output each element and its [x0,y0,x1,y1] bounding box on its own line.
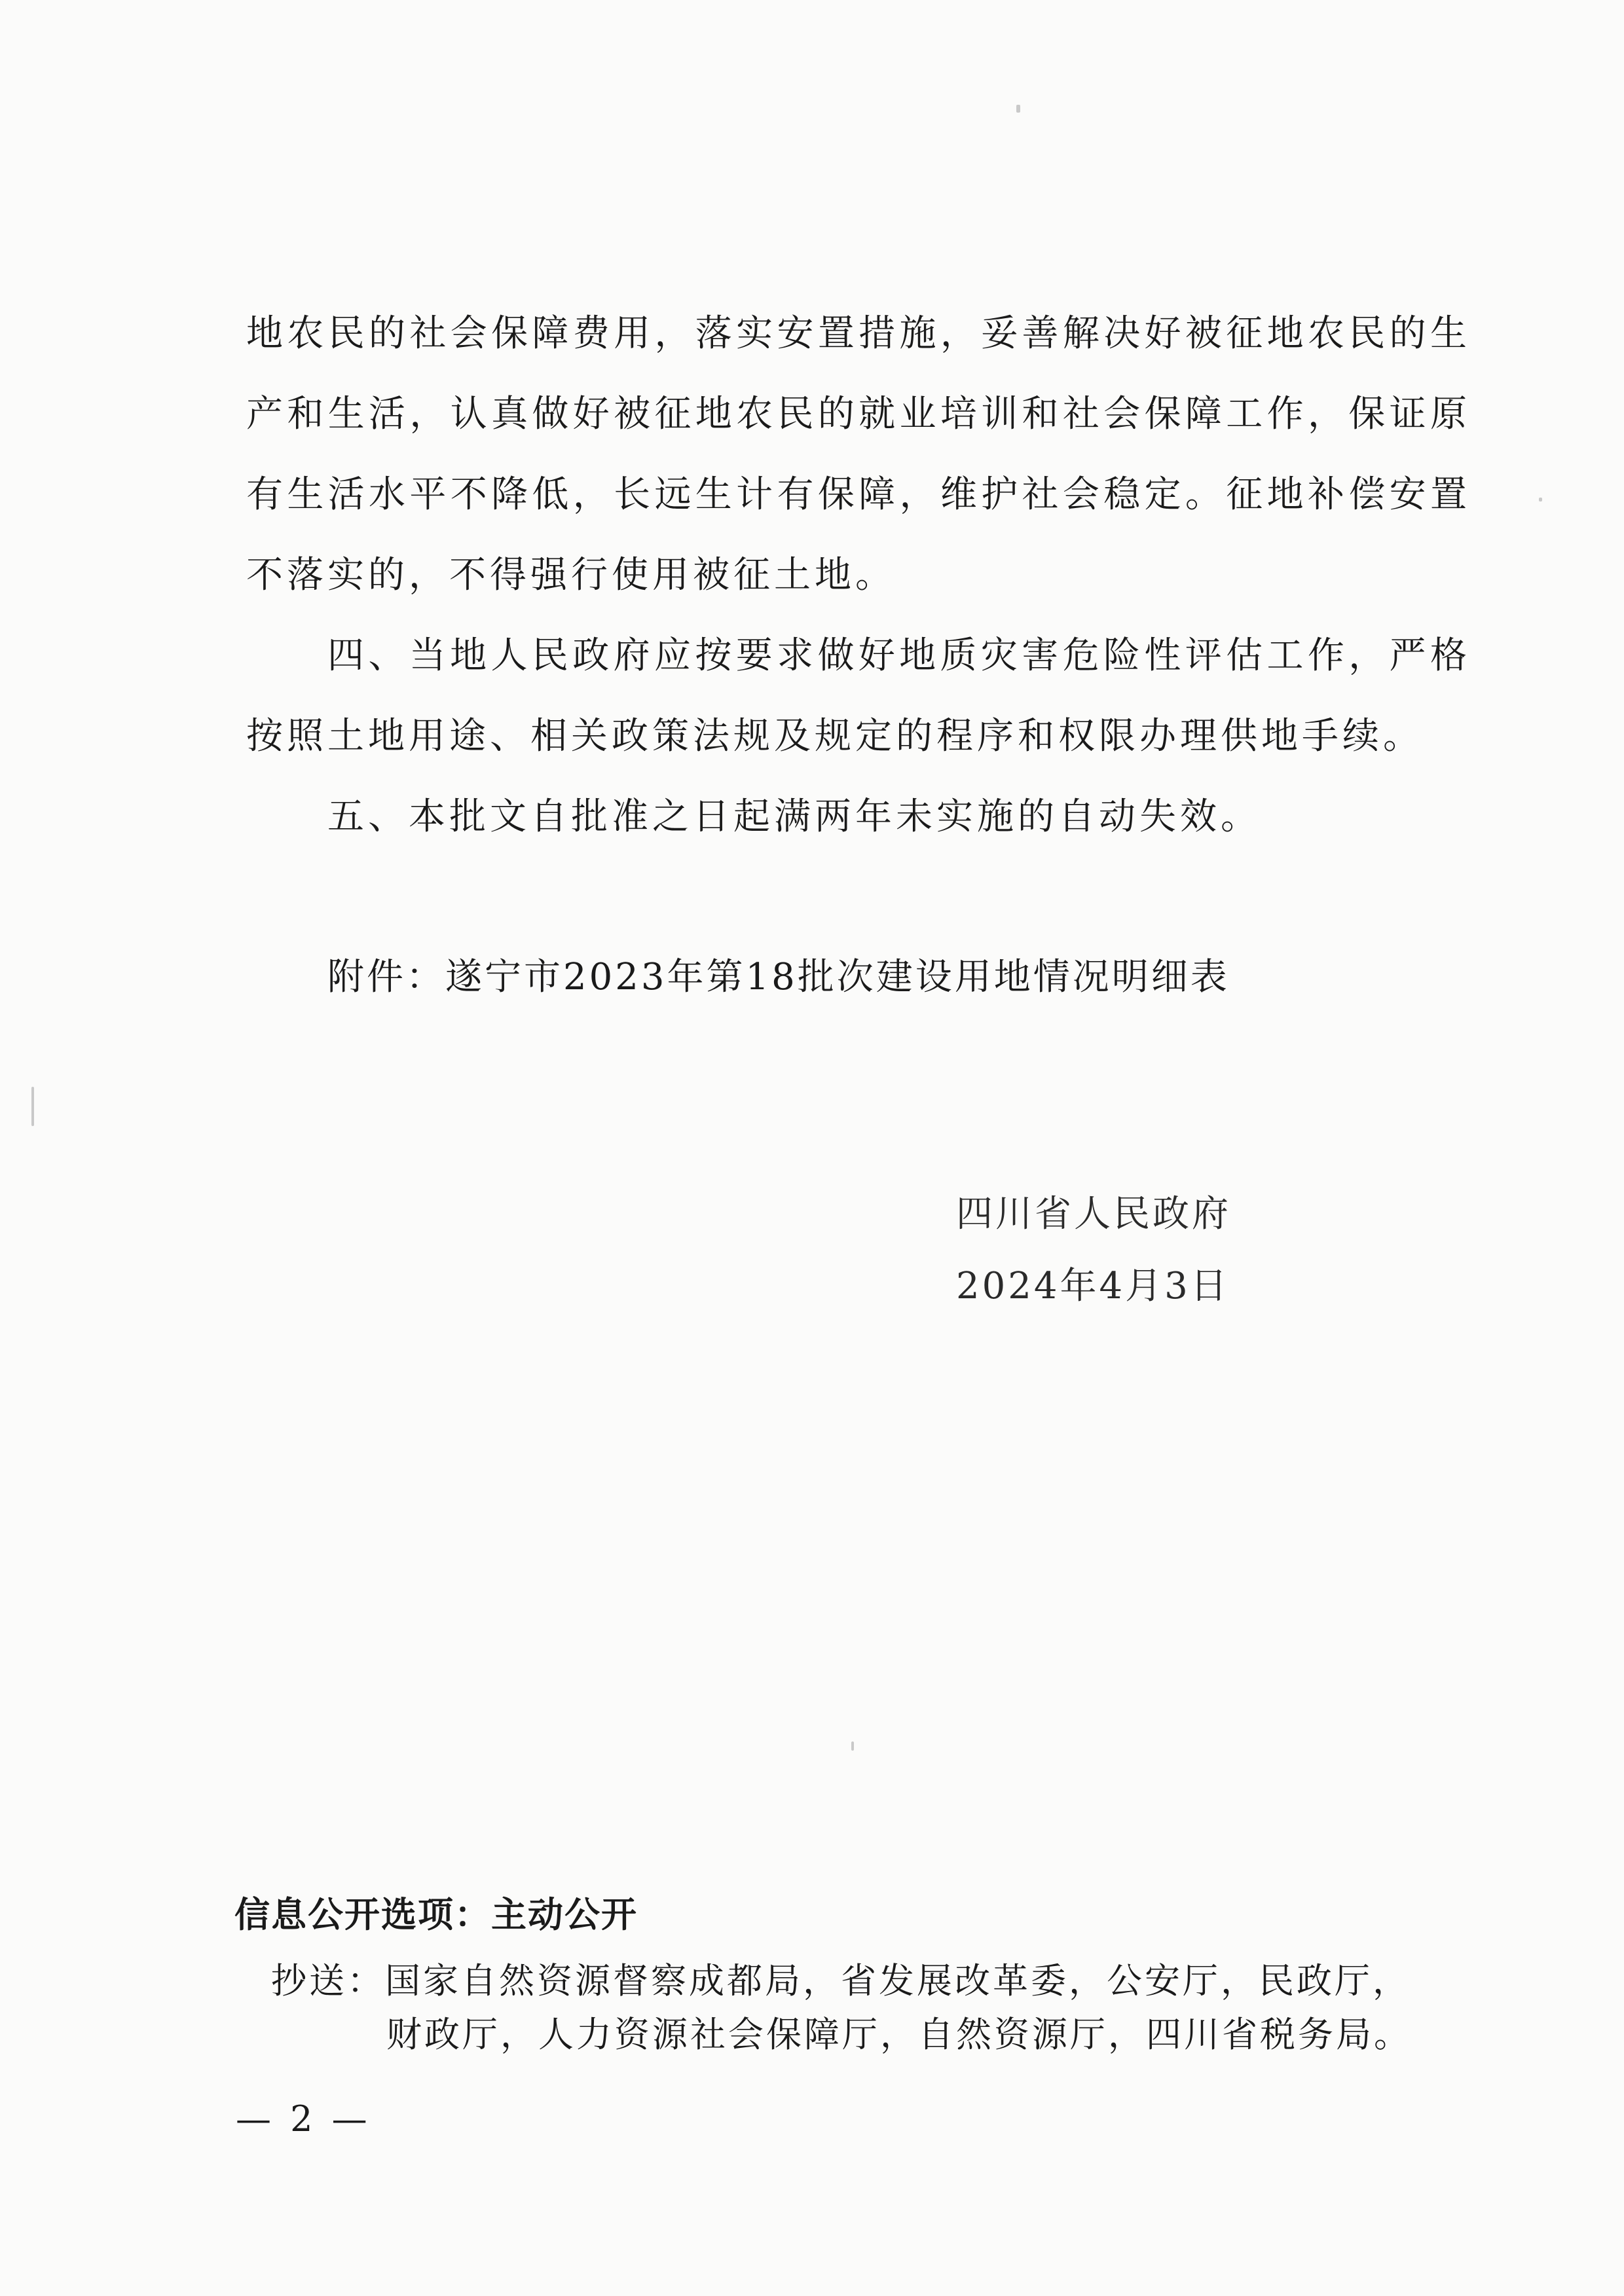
signature-block [956,1178,1297,1322]
cc-list [271,1954,1412,2062]
cc-line: 抄送：国家自然资源督察成都局，省发展改革委，公安厅，民政厅， [271,1960,1411,2001]
scan-speck [1016,105,1020,113]
paragraph-item-four: 四、当地人民政府应按要求做好地质灾害危险性评估工作，严格按照土地用途、相关政策法规及规定的程序和权限办理供地手续。 [246,634,1471,757]
body-text [246,293,1471,857]
paragraph-item-five: 五、本批文自批准之日起满两年未实施的自动失效。 [327,795,1261,838]
issuer-name: 四川省人民政府 [956,1193,1231,1235]
page-number: — 2 — [236,2098,371,2140]
scan-speck [851,1741,854,1751]
attachment-note: 附件：遂宁市2023年第18批次建设用地情况明细表 [327,956,1230,998]
disclosure-option: 信息公开选项：主动公开 [234,1894,638,1935]
scan-speck [31,1087,34,1126]
scan-speck [1539,498,1542,501]
issue-date: 2024年4月3日 [956,1265,1230,1307]
cc-line: 财政厅，人力资源社会保障厅，自然资源厅，四川省税务局。 [386,2014,1412,2055]
paragraph-continuation: 地农民的社会保障费用，落实安置措施，妥善解决好被征地农民的生产和生活，认真做好被征地农民的就业培训和社会保障工作，保证原有生活水平不降低，长远生计有保障，维护社会稳定。征地补偿安置不落实的，不得强行使用被征土地。 [246,312,1471,596]
